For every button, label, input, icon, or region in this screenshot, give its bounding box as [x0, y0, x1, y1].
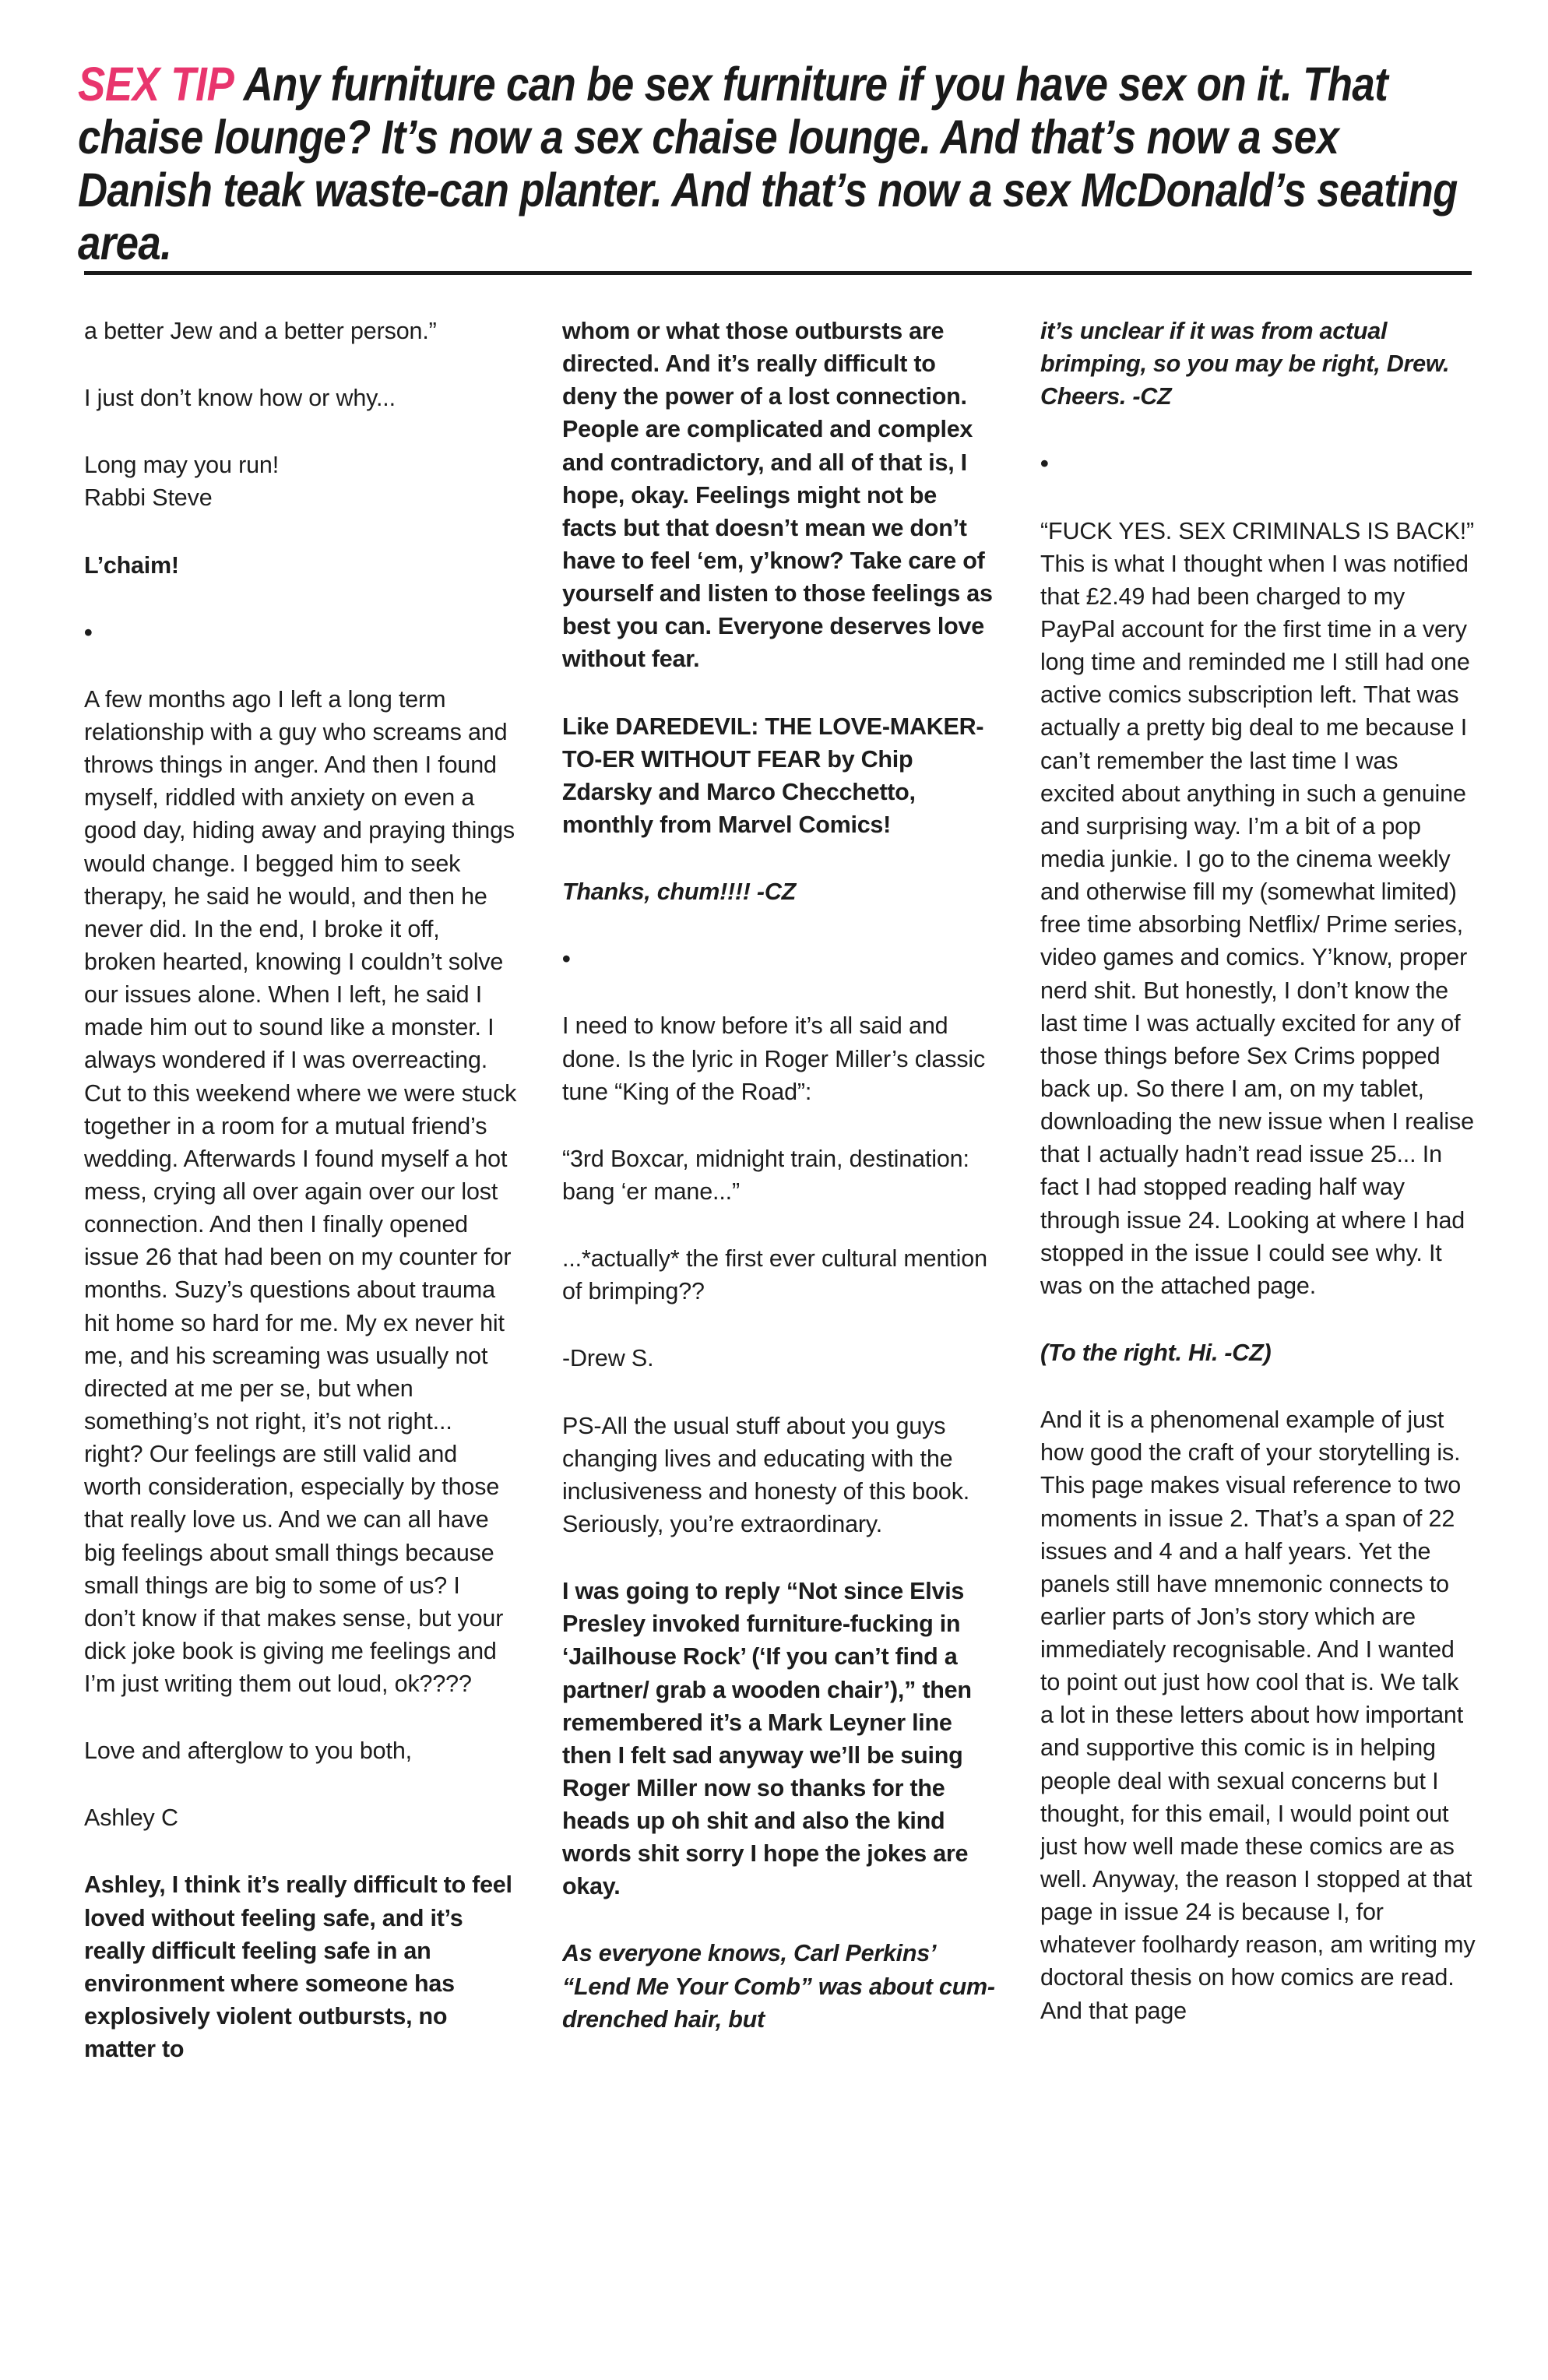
section-bullet-separator: • [562, 945, 571, 973]
letter-paragraph: A few months ago I left a long term relationship with a guy who screams and throws things in anger. And then I found myself, riddled with anxiety on even a good day, hiding away and praying things would change. I begged him to seek therapy, he said he would, and then he never did. In the end, I broke it off, broken hearted, knowing I couldn’t solve our issues alone. When I left, he said I made him out to sound like a monster. I always wondered if I was overreacting. Cut to this weekend where we were stuck together in a room for a mutual friend’s wedding. Afterwards I found myself a hot mess, crying all over again over our lost connection. And then I finally opened issue 26 that had been on my counter for months. Suzy’s questions about trauma hit home so hard for me. My ex never hit me, and his screaming was usually not directed at me per se, but when something’s not right, it’s not right... right? Our feelings are still valid and worth consideration, especially by those that really love us. And we can all have big feelings about small things because small things are big to some of us? I don’t know if that makes sense, but your dick joke book is giving me feelings and I’m just writing them out loud, ok???? [84, 685, 517, 1698]
letter-paragraph: As everyone knows, Carl Perkins’ “Lend Me Your Comb” was about cum-drenched hair, but [562, 1940, 995, 2033]
letter-paragraph: a better Jew and a better person.” [84, 318, 437, 344]
letter-paragraph: PS-All the usual stuff about you guys changing lives and educating with the inclusiveness and honesty of this book. Seriously, you’re extraordinary. [562, 1412, 970, 1537]
sex-tip-label: SEX TIP [78, 58, 234, 111]
letter-paragraph: (To the right. Hi. -CZ) [1040, 1339, 1272, 1366]
header-divider-rule [84, 271, 1472, 275]
letter-paragraph: I was going to reply “Not since Elvis Presley invoked furniture-fucking in ‘Jailhouse Rock’ (‘If you can’t find a partner/ grab a wooden chair’),” then remembered it’s a Mark Leyner line then I felt sad anyway we’ll be suing Roger Miller now so thanks for the heads up oh shit and also the kind words shit sorry I hope the jokes are okay. [562, 1578, 972, 1900]
letter-paragraph: I just don’t know how or why... [84, 385, 396, 412]
letter-paragraph: -Drew S. [562, 1345, 654, 1372]
letter-paragraph: it’s unclear if it was from actual brimping, so you may be right, Drew. Cheers. -CZ [1040, 318, 1450, 410]
letters-column-3 [1040, 315, 1478, 2308]
letters-column-1 [84, 315, 517, 2308]
letter-paragraph: Love and afterglow to you both, [84, 1737, 412, 1765]
sex-tip-header [78, 58, 1472, 269]
letters-columns [84, 315, 1478, 2308]
letter-paragraph: Ashley C [84, 1804, 178, 1832]
letter-paragraph: L’chaim! [84, 551, 179, 579]
letter-paragraph: “FUCK YES. SEX CRIMINALS IS BACK!” This is what I thought when I was notified that £2.49 had been charged to my PayPal account for the first time in a very long time and reminded me I still had one active comics subscription left. That was actually a pretty big deal to me because I can’t remember the last time I was excited about anything in such a genuine and surprising way. I’m a bit of a pop media junkie. I go to the cinema weekly and otherwise fill my (somewhat limited) free time absorbing Netflix/ Prime series, video games and comics. Y’know, proper nerd shit. But honestly, I don’t know the last time I was actually excited for any of those things before Sex Crims popped back up. So there I am, on my tablet, downloading the new issue when I realise that I actually hadn’t read issue 25... In fact I had stopped reading half way through issue 24. Looking at where I had stopped in the issue I could see why. It was on the attached page. [1040, 517, 1475, 1299]
sex-tip-body: Any furniture can be sex furniture if you have sex on it. That chaise lounge? It’s now a sex chaise lounge. And that’s now a sex Danish teak waste-can planter. And that’s now a sex McDonald’s seating area. [78, 58, 1458, 269]
sex-tip-headline [78, 58, 1472, 269]
letter-paragraph: I need to know before it’s all said and done. Is the lyric in Roger Miller’s classic tune “King of the Road”: [562, 1012, 986, 1105]
letter-paragraph: “3rd Boxcar, midnight train, destination: bang ‘er mane...” [562, 1145, 969, 1205]
letter-paragraph: And it is a phenomenal example of just how good the craft of your storytelling is. This page makes visual reference to two moments in issue 2. That’s a span of 22 issues and 4 and a half years. Yet the panels still have mnemonic connects to earlier parts of Jon’s story which are immediately recognisable. And I wanted to point out just how cool that is. We talk a lot in these letters about how important and supportive this comic is in helping people deal with sexual concerns but I thought, for this email, I would point out just how well made these comics are as well. Anyway, the reason I stopped at that page in issue 24 is because I, for whatever foolhardy reason, am writing my doctoral thesis on how comics are read. And that page [1040, 1407, 1476, 2024]
letters-column-2 [562, 315, 995, 2308]
letter-paragraph: whom or what those outbursts are directed. And it’s really difficult to deny the power of a lost connection. People are complicated and complex and contradictory, and all of that is, I hope, okay. Feelings might not be facts but that doesn’t mean we don’t have to feel ‘em, y’know? Take care of yourself and listen to those feelings as best you can. Everyone deserves love without fear. [562, 318, 993, 673]
section-bullet-separator: • [1040, 450, 1049, 477]
letter-paragraph: Ashley, I think it’s really difficult to feel loved without feeling safe, and it’s really difficult feeling safe in an environment where someone has explosively violent outbursts, no matter to [84, 1871, 512, 2063]
letter-paragraph: Long may you run! Rabbi Steve [84, 452, 280, 512]
letter-paragraph: ...*actually* the first ever cultural mention of brimping?? [562, 1245, 987, 1305]
section-bullet-separator: • [84, 618, 93, 646]
letter-paragraph: Thanks, chum!!!! -CZ [562, 878, 796, 906]
letter-paragraph: Like DAREDEVIL: THE LOVE-MAKER-TO-ER WITHOUT FEAR by Chip Zdarsky and Marco Checchetto, monthly from Marvel Comics! [562, 713, 984, 838]
